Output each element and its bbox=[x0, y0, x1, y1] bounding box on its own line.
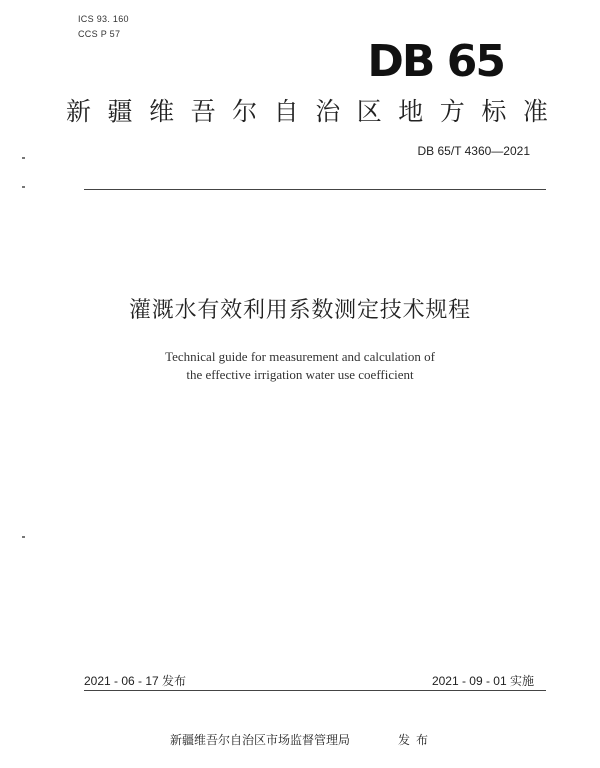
standard-logo: DB 65 bbox=[367, 36, 504, 87]
standard-type-char: 新 bbox=[66, 97, 92, 126]
standard-type-char: 地 bbox=[398, 97, 424, 126]
issue-label: 发布 bbox=[398, 733, 435, 747]
issue-date: 2021 - 06 - 17 发布 bbox=[84, 674, 187, 688]
ccs-code: CCS P 57 bbox=[78, 29, 121, 39]
document-title-english-line-2: the effective irrigation water use coefficient bbox=[186, 367, 414, 382]
standard-type-char: 自 bbox=[273, 97, 299, 126]
standard-type-char: 治 bbox=[315, 97, 341, 126]
standard-type-char: 疆 bbox=[107, 97, 133, 126]
document-title-english-line-1: Technical guide for measurement and calculation of bbox=[165, 349, 435, 364]
standard-type-char: 标 bbox=[481, 97, 507, 126]
implementation-date: 2021 - 09 - 01 实施 bbox=[431, 674, 534, 688]
footer-divider bbox=[84, 690, 546, 691]
standard-type-char: 维 bbox=[149, 97, 175, 126]
issuing-authority: 新疆维吾尔自治区市场监督管理局 bbox=[170, 733, 351, 747]
standard-type-char: 区 bbox=[356, 97, 382, 126]
standard-type-char: 吾 bbox=[190, 97, 216, 126]
scan-speck bbox=[22, 186, 25, 188]
scan-speck bbox=[22, 536, 25, 538]
document-title-chinese: 灌溉水有效利用系数测定技术规程 bbox=[128, 298, 471, 323]
standard-type-char: 尔 bbox=[232, 97, 258, 126]
header-divider bbox=[84, 189, 546, 190]
standard-type-heading bbox=[66, 96, 548, 128]
standard-type-char: 准 bbox=[522, 97, 548, 126]
standard-number: DB 65/T 4360—2021 bbox=[417, 144, 530, 158]
standard-type-char: 方 bbox=[439, 97, 465, 126]
ics-code: ICS 93. 160 bbox=[78, 14, 129, 24]
scan-speck bbox=[22, 157, 25, 159]
